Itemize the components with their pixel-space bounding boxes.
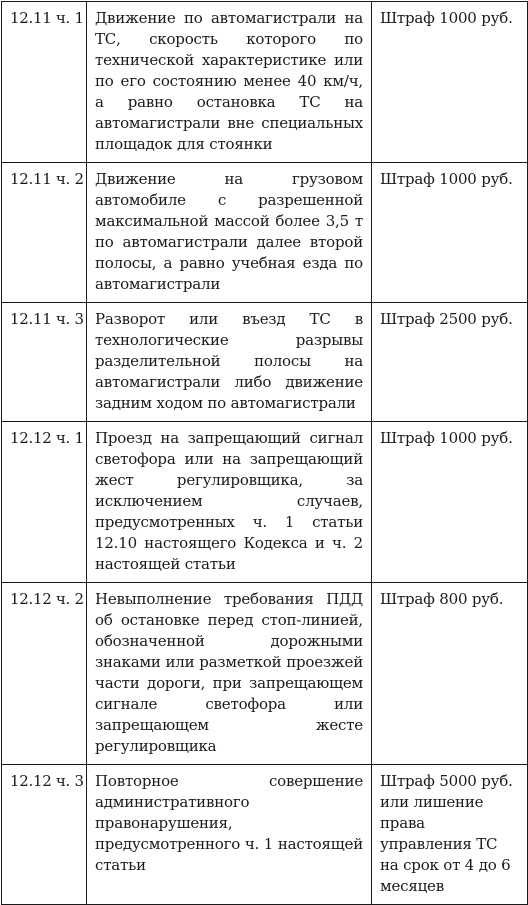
- table-row: [2, 2, 528, 163]
- violation-description-cell: Движение на грузовом автомобиле с разрешенной максимальной массой более 3,5 т по автомагистрали далее второй полосы, а равно учебная езда по автомагистрали: [87, 163, 372, 303]
- article-cell: 12.12 ч. 2: [2, 583, 87, 765]
- violation-description-cell: Движение по автомагистрали на ТС, скорость которого по технической характеристике или по его состоянию менее 40 км/ч, а равно остановка ТС на автомагистрали вне специальных площадок для стоянки: [87, 2, 372, 163]
- table-row: [2, 422, 528, 583]
- violation-description-cell: Повторное совершение административного правонарушения, предусмотренного ч. 1 настоящей статьи: [87, 765, 372, 905]
- table-row: [2, 163, 528, 303]
- table-row: [2, 303, 528, 422]
- fines-table: [1, 1, 528, 905]
- table-row: [2, 583, 528, 765]
- penalty-cell: Штраф 1000 руб.: [372, 163, 528, 303]
- article-cell: 12.12 ч. 3: [2, 765, 87, 905]
- penalty-cell: Штраф 5000 руб. или лишение права управления ТС на срок от 4 до 6 месяцев: [372, 765, 528, 905]
- penalty-cell: Штраф 2500 руб.: [372, 303, 528, 422]
- article-cell: 12.12 ч. 1: [2, 422, 87, 583]
- article-cell: 12.11 ч. 1: [2, 2, 87, 163]
- penalty-cell: Штраф 1000 руб.: [372, 422, 528, 583]
- article-cell: 12.11 ч. 2: [2, 163, 87, 303]
- violation-description-cell: Проезд на запрещающий сигнал светофора или на запрещающий жест регулировщика, за исключением случаев, предусмотренных ч. 1 статьи 12.10 настоящего Кодекса и ч. 2 настоящей статьи: [87, 422, 372, 583]
- penalty-cell: Штраф 800 руб.: [372, 583, 528, 765]
- violation-description-cell: Разворот или въезд ТС в технологические разрывы разделительной полосы на автомагистрали либо движение задним ходом по автомагистрали: [87, 303, 372, 422]
- violation-description-cell: Невыполнение требования ПДД об остановке перед стоп-линией, обозначенной дорожными знаками или разметкой проезжей части дороги, при запрещающем сигнале светофора или запрещающем жесте регулировщика: [87, 583, 372, 765]
- table-row: [2, 765, 528, 905]
- article-cell: 12.11 ч. 3: [2, 303, 87, 422]
- penalty-cell: Штраф 1000 руб.: [372, 2, 528, 163]
